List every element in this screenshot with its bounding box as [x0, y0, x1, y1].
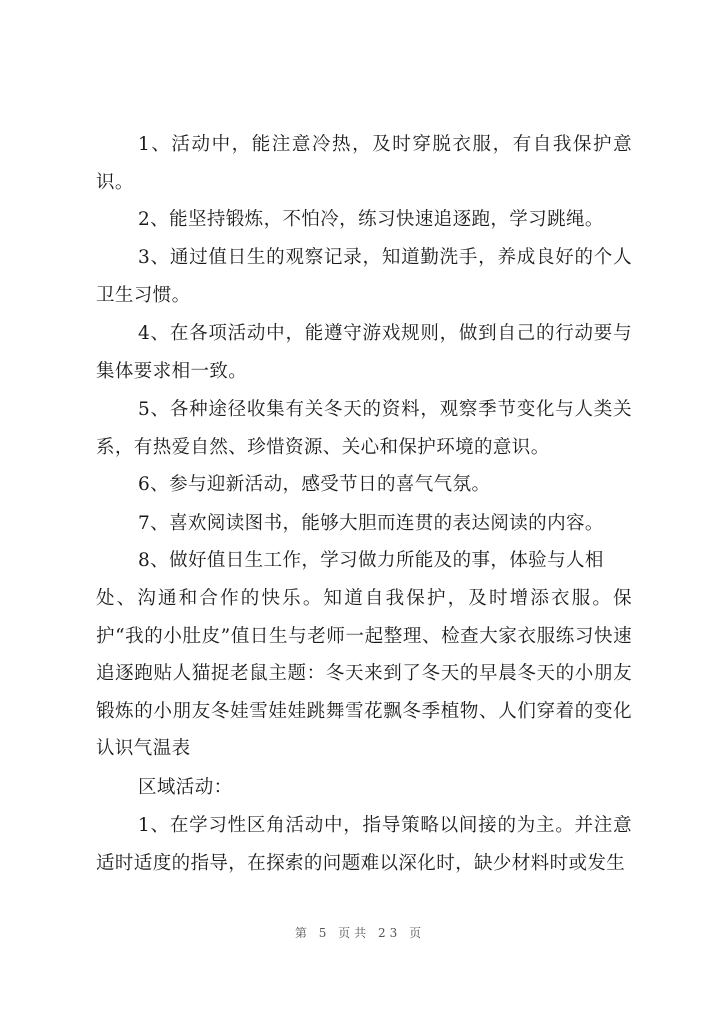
paragraph-2: 2、能坚持锻炼，不怕冷，练习快速追逐跑，学习跳绳。: [138, 209, 604, 230]
paragraph-3: 3、通过值日生的观察记录，知道勤洗手，养成良好的个人卫生习惯。: [96, 247, 632, 306]
paragraph-1: 1、活动中，能注意冷热，及时穿脱衣服，有自我保护意识。: [96, 134, 632, 193]
paragraph-4: 4、在各项活动中，能遵守游戏规则，做到自己的行动要与集体要求相一致。: [96, 323, 632, 382]
paragraph-5: 5、各种途径收集有关冬天的资料，观察季节变化与人类关系，有热爱自然、珍惜资源、关心和保护环境的意识。: [96, 399, 632, 458]
section-heading: 区域活动：: [138, 777, 233, 798]
paragraph-8: 8、做好值日生工作，学习做力所能及的事，体验与人相: [138, 550, 604, 571]
paragraph-7: 7、喜欢阅读图书，能够大胆而连贯的表达阅读的内容。: [138, 513, 604, 534]
paragraph-9: 处、沟通和合作的快乐。知道自我保护，及时增添衣服。保护“我的小肚皮”值日生与老师一起整理、检查大家衣服练习快速追逐跑贴人猫捉老鼠主题：冬天来到了冬天的早晨冬天的小朋友锻炼的小朋友冬娃雪娃娃跳舞雪花飘冬季植物、人们穿着的变化认识气温表: [96, 588, 632, 759]
paragraph-10: 1、在学习性区角活动中，指导策略以间接的为主。并注意适时适度的指导，在探索的问题难以深化时，缺少材料时或发生: [96, 815, 632, 874]
page-footer: 第 5 页共 23 页: [294, 926, 426, 940]
paragraph-6: 6、参与迎新活动，感受节日的喜气气氛。: [138, 474, 491, 495]
